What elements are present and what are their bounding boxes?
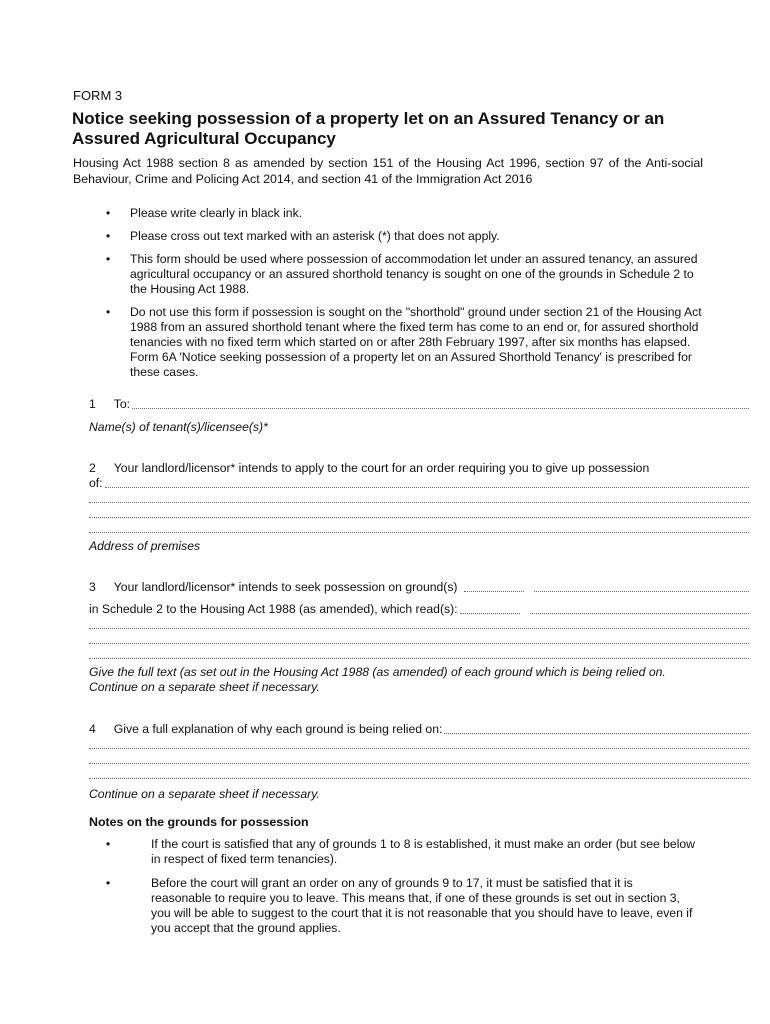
form-number-label: FORM 3 — [73, 88, 123, 103]
bullet-icon: • — [106, 305, 111, 319]
notes-heading: Notes on the grounds for possession — [89, 815, 309, 829]
section-3-number: 3 — [89, 580, 96, 594]
explanation-line-3[interactable] — [89, 752, 749, 767]
legislation-subtitle: Housing Act 1988 section 8 as amended by section 151 of the Housing Act 1996, section 97 of the Anti-social Behaviour, Crime and Policing Act 2014, and section 41 of the Immigration Act 2016 — [73, 156, 703, 186]
explanation-line[interactable] — [89, 767, 749, 779]
instructions-list — [73, 206, 713, 388]
section-2-note: Address of premises — [89, 539, 201, 553]
explanation-line[interactable] — [444, 722, 749, 734]
bullet-icon: • — [106, 837, 111, 851]
bullet-icon: • — [106, 252, 111, 266]
ground-text-line[interactable] — [530, 602, 749, 614]
section-4-explanation-field[interactable] — [89, 722, 749, 737]
section-3-grounds-field[interactable] — [89, 580, 749, 595]
premises-address-line-4[interactable] — [89, 521, 749, 536]
section-1-note: Name(s) of tenant(s)/licensee(s)* — [89, 420, 268, 434]
ground-text-line-3[interactable] — [89, 632, 749, 647]
section-1-number: 1 — [89, 397, 96, 411]
section-3-reads-field[interactable] — [89, 602, 749, 617]
bullet-icon: • — [106, 876, 111, 890]
list-item: • This form should be used where possession of accommodation let under an assured tenancy, an assured agricultural occupancy or an assured shorthold tenancy is sought on one of the grounds in Schedule 2 to the Housing Act 1988. — [106, 252, 698, 296]
ground-text-line[interactable] — [89, 617, 749, 629]
explanation-line[interactable] — [89, 752, 749, 764]
list-item: • Before the court will grant an order on any of grounds 9 to 17, it must be satisfied that it is reasonable to require you to leave. This means that, if one of these grounds is set out in section 3, you will be able to suggest to the court that it is not reasonable that you should have to leave, even if you accept that the ground applies. — [106, 876, 693, 935]
address-line[interactable] — [89, 506, 749, 518]
list-item: • If the court is satisfied that any of grounds 1 to 8 is established, it must make an order (but see below in respect of fixed term tenancies). — [106, 837, 695, 866]
section-2-text: Your landlord/licensor* intends to apply to the court for an order requiring you to give up possession — [113, 461, 650, 475]
section-3-note: Give the full text (as set out in the Housing Act 1988 (as amended) of each ground which is being relied on. Continue on a separate sheet if necessary. — [89, 665, 666, 694]
explanation-line-4[interactable] — [89, 767, 749, 782]
section-2-header — [89, 461, 749, 476]
explanation-line[interactable] — [89, 737, 749, 749]
grounds-number-line[interactable] — [534, 580, 750, 592]
address-line[interactable] — [89, 521, 749, 533]
section-2-number: 2 — [89, 461, 96, 475]
section-3-text: Your landlord/licensor* intends to seek possession on ground(s) — [113, 580, 458, 594]
page-title: Notice seeking possession of a property let on an Assured Tenancy or an Assured Agricultural Occupancy — [72, 109, 665, 148]
section-1-label: To: — [113, 397, 131, 411]
section-4-number: 4 — [89, 722, 96, 736]
premises-address-line-3[interactable] — [89, 506, 749, 521]
explanation-line-2[interactable] — [89, 737, 749, 752]
ground-text-line[interactable] — [89, 632, 749, 644]
address-line[interactable] — [105, 476, 749, 488]
ground-text-line[interactable] — [89, 647, 749, 659]
notes-list — [73, 837, 713, 945]
section-2-of-label: of: — [89, 476, 103, 490]
list-item: • Please cross out text marked with an asterisk (*) that does not apply. — [106, 229, 500, 243]
premises-address-line-1[interactable] — [89, 476, 749, 491]
tenant-name-line[interactable] — [132, 397, 749, 409]
bullet-icon: • — [106, 206, 111, 220]
premises-address-line-2[interactable] — [89, 491, 749, 506]
ground-text-line-2[interactable] — [89, 617, 749, 632]
section-4-note: Continue on a separate sheet if necessary. — [89, 787, 320, 801]
list-item: • Do not use this form if possession is sought on the "shorthold" ground under section 21 of the Housing Act 1988 from an assured shorthold tenant where the fixed term has come to an end or, for assured shorthold tenancies with no fixed term which started on or after 28th February 1997, after six months has elapsed. Form 6A 'Notice seeking possession of a property let on an Assured Shorthold Tenancy' is prescribed for these cases. — [106, 305, 702, 379]
ground-text-line-4[interactable] — [89, 647, 749, 662]
ground-text-line[interactable] — [460, 602, 520, 614]
address-line[interactable] — [89, 491, 749, 503]
section-3-line2: in Schedule 2 to the Housing Act 1988 (as amended), which read(s): — [89, 602, 458, 616]
section-4-text: Give a full explanation of why each ground is being relied on: — [113, 722, 443, 736]
list-item: • Please write clearly in black ink. — [106, 206, 303, 220]
bullet-icon: • — [106, 229, 111, 243]
section-1-to-field[interactable] — [89, 397, 749, 412]
grounds-number-line[interactable] — [464, 580, 524, 592]
